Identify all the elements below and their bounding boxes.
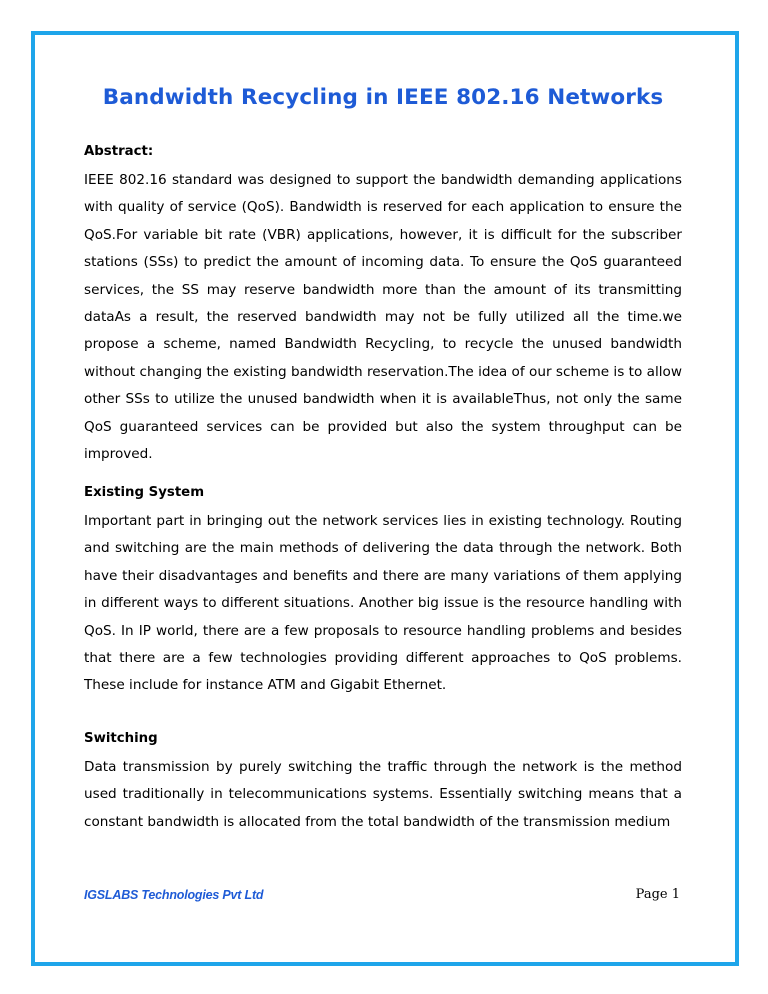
document-title: Bandwidth Recycling in IEEE 802.16 Networks [102, 85, 664, 110]
section-switching [84, 729, 682, 836]
footer-page-number: Page 1 [635, 887, 680, 902]
section-heading-abstract: Abstract: [84, 144, 154, 159]
section-existing-system [84, 483, 682, 700]
section-heading-switching: Switching [84, 731, 158, 746]
section-body-existing-system: Important part in bringing out the network services lies in existing technology. Routing and switching are the main methods of delivering the data through the network. Both have their disadvantages and benefits and there are many variations of them applying in different ways to different situations. Another big issue is the resource handling with QoS. In IP world, there are a few proposals to resource handling problems and besides that there are a few technologies providing different approaches to QoS problems. These include for instance ATM and Gigabit Ethernet. [84, 513, 682, 694]
section-body-switching: Data transmission by purely switching the traffic through the network is the method used traditionally in telecommunications systems. Essentially switching means that a constant bandwidth is allocated from the total bandwidth of the transmission medium [84, 759, 682, 830]
section-abstract [84, 142, 682, 468]
section-body-abstract: IEEE 802.16 standard was designed to support the bandwidth demanding applications with quality of service (QoS). Bandwidth is reserved for each application to ensure the QoS.For variable bit rate (VBR) applications, however, it is difficult for the subscriber stations (SSs) to predict the amount of incoming data. To ensure the QoS guaranteed services, the SS may reserve bandwidth more than the amount of its transmitting dataAs a result, the reserved bandwidth may not be fully utilized all the time.we propose a scheme, named Bandwidth Recycling, to recycle the unused bandwidth without changing the existing bandwidth reservation.The idea of our scheme is to allow other SSs to utilize the unused bandwidth when it is availableThus, not only the same QoS guaranteed services can be provided but also the system throughput can be improved. [84, 172, 682, 463]
footer-company-name: IGSLABS Technologies Pvt Ltd [84, 888, 264, 902]
section-heading-existing-system: Existing System [84, 485, 205, 500]
